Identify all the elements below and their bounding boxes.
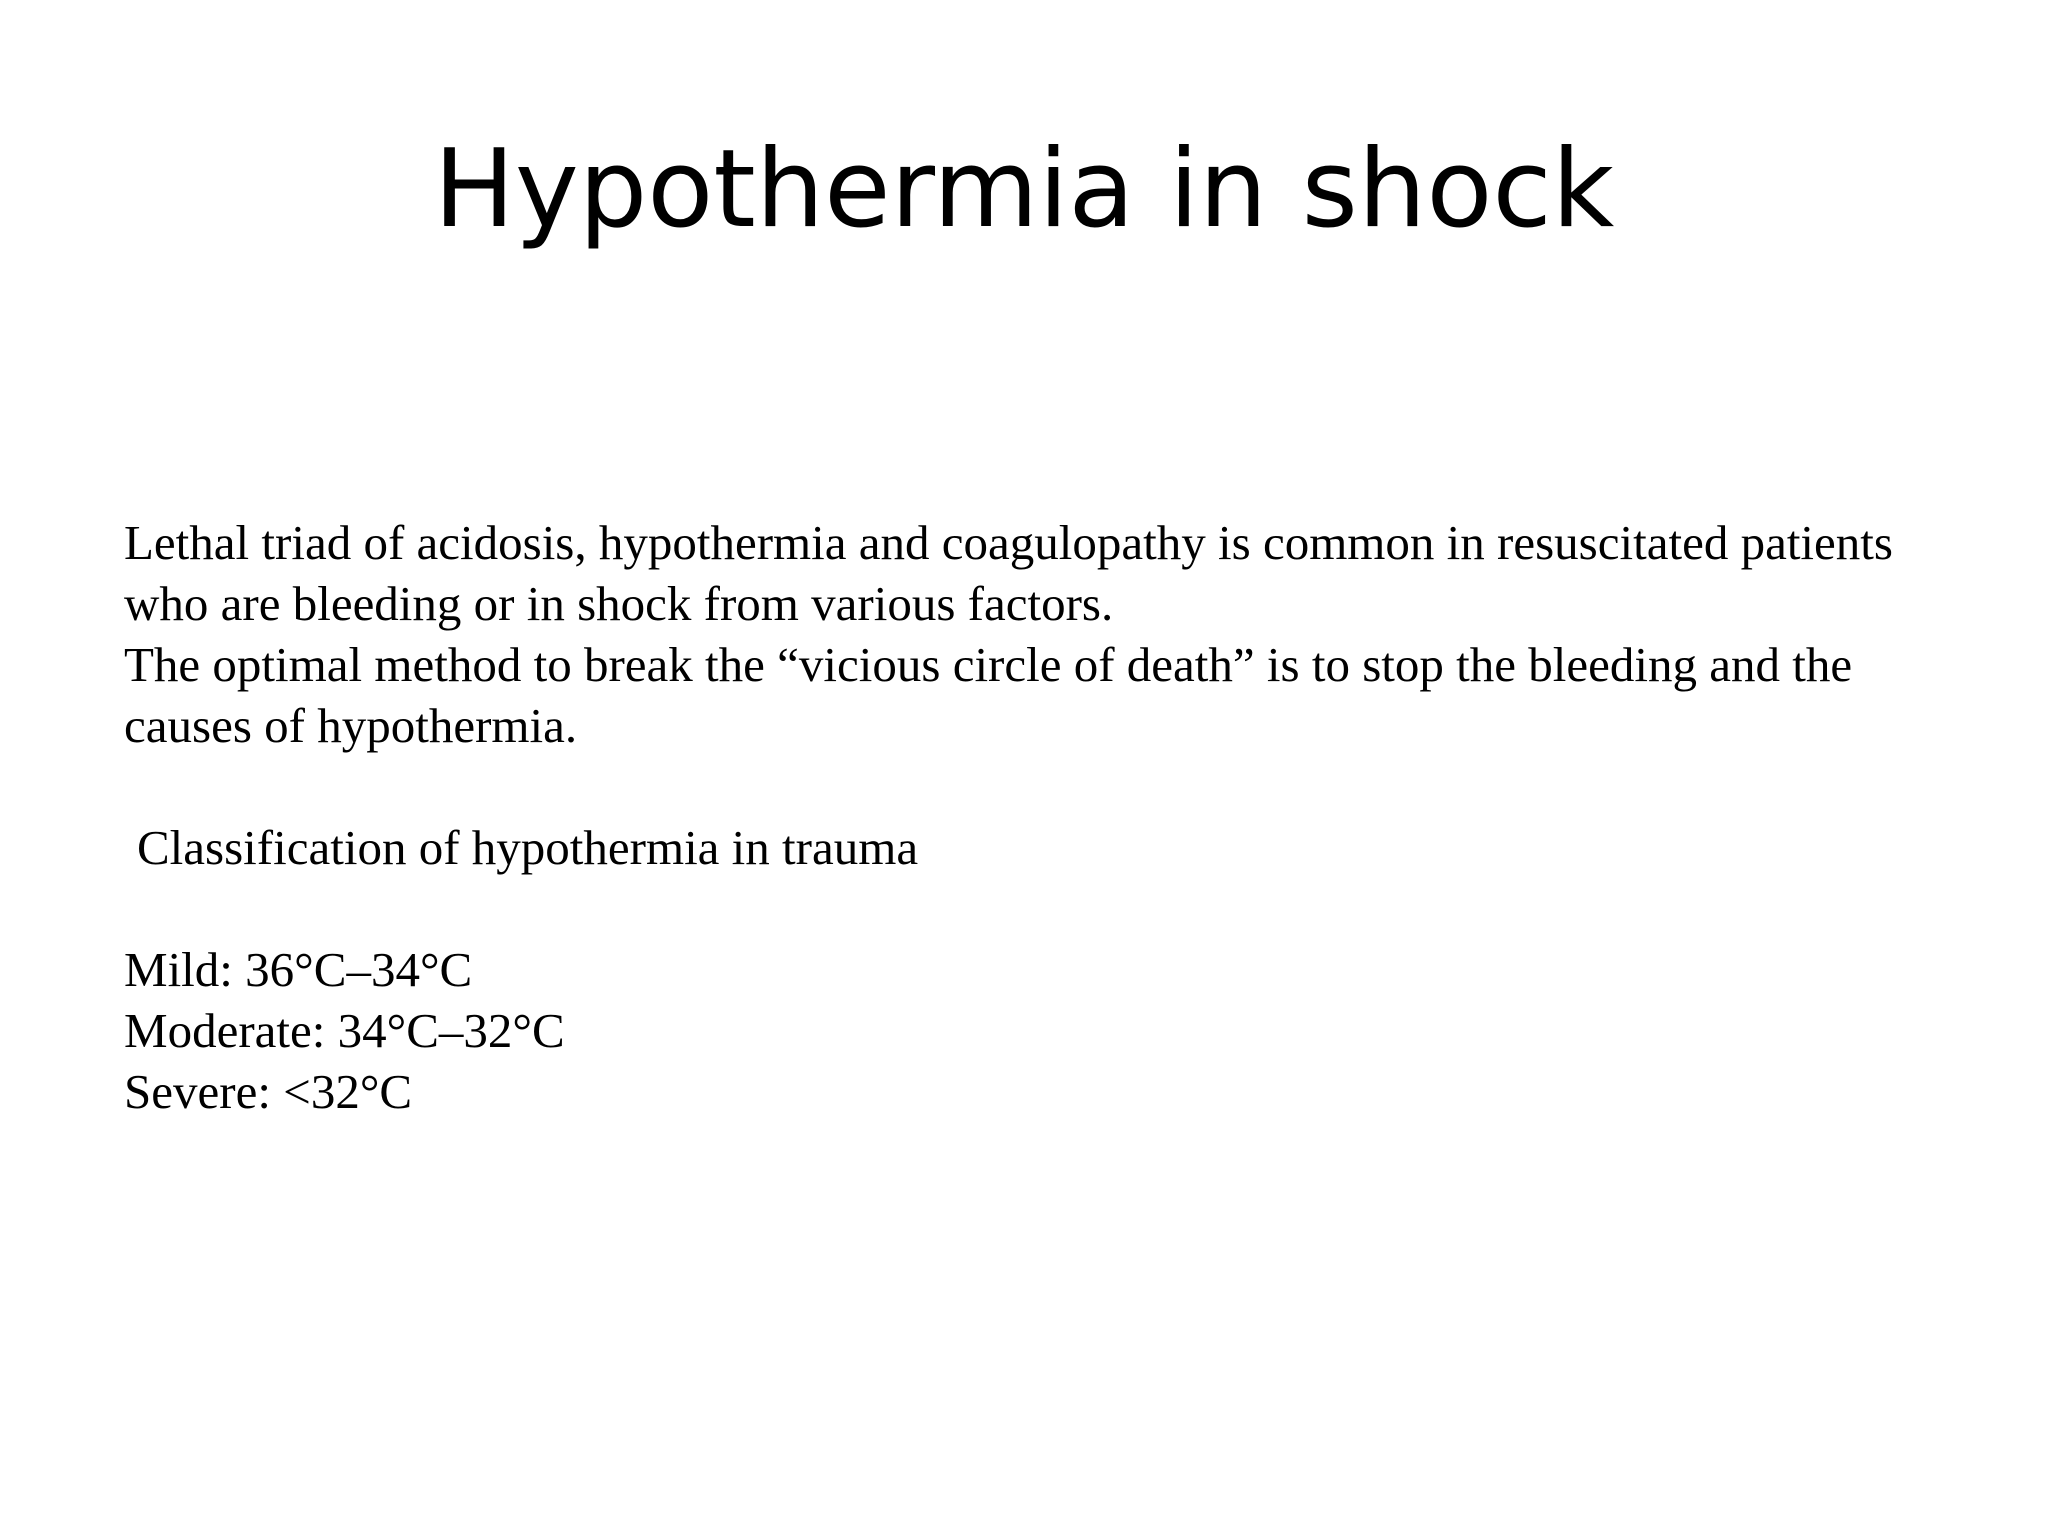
paragraph-line: causes of hypothermia. — [124, 698, 578, 753]
paragraph-line: The optimal method to break the “vicious circle of death” is to stop the bleeding and the — [124, 637, 1853, 692]
classification-heading: Classification of hypothermia in trauma — [137, 820, 919, 875]
slide-body — [124, 512, 2024, 1122]
paragraph-line: who are bleeding or in shock from various factors. — [124, 576, 1114, 631]
spacer — [124, 878, 2024, 939]
spacer — [124, 756, 2024, 817]
classification-item-severe: Severe: <32°C — [124, 1064, 413, 1119]
slide-title: Hypothermia in shock — [433, 127, 1615, 252]
paragraph-line: Lethal triad of acidosis, hypothermia and coagulopathy is common in resuscitated patients — [124, 515, 1893, 570]
classification-item-mild: Mild: 36°C–34°C — [124, 942, 473, 997]
classification-item-moderate: Moderate: 34°C–32°C — [124, 1003, 565, 1058]
